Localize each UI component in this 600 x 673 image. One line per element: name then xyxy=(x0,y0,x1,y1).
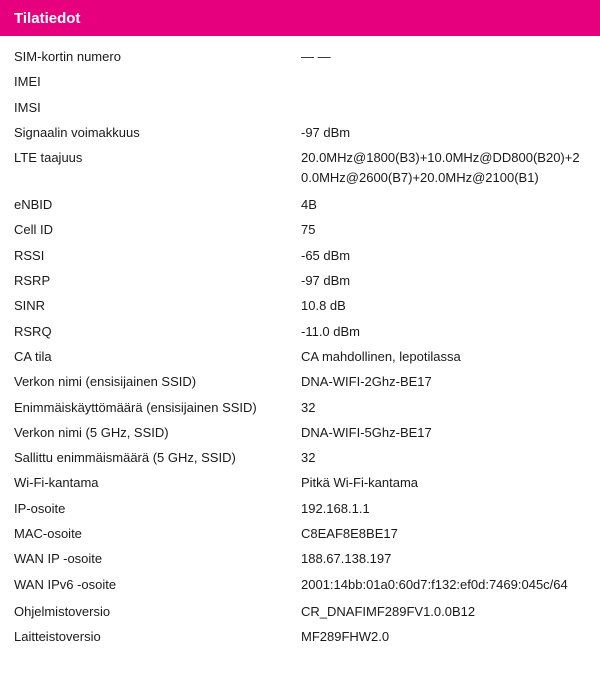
row-value: C8EAF8E8BE17 xyxy=(301,526,398,542)
row-value: 188.67.138.197 xyxy=(301,551,392,567)
row-wifi-range xyxy=(0,470,600,495)
row-software-version xyxy=(0,599,600,624)
row-value: Pitkä Wi-Fi-kantama xyxy=(301,475,419,491)
row-label: CA tila xyxy=(14,348,52,364)
row-value: -97 dBm xyxy=(301,124,351,140)
row-label: Wi-Fi-kantama xyxy=(14,475,99,491)
row-value: DNA-WIFI-2Ghz-BE17 xyxy=(301,374,432,390)
row-value: -97 dBm xyxy=(301,273,351,289)
row-label: RSRQ xyxy=(14,323,52,339)
row-value: 32 xyxy=(301,450,316,466)
row-sinr xyxy=(0,293,600,318)
row-value: -65 dBm xyxy=(301,247,351,263)
row-label: IMSI xyxy=(14,99,41,115)
row-ip-address xyxy=(0,496,600,521)
row-label: Cell ID xyxy=(14,222,54,238)
row-label: Verkon nimi (5 GHz, SSID) xyxy=(14,424,169,440)
row-max-users-primary xyxy=(0,395,600,420)
row-label: SINR xyxy=(14,298,46,314)
row-value: 75 xyxy=(301,222,316,238)
row-value: 32 xyxy=(301,399,316,415)
panel-title: Tilatiedot xyxy=(14,9,81,27)
row-mac-address xyxy=(0,521,600,546)
row-sim-number xyxy=(0,44,600,69)
row-value: 4B xyxy=(301,197,317,213)
row-label: Laitteistoversio xyxy=(14,628,101,644)
row-label: IP-osoite xyxy=(14,500,66,516)
row-value: 20.0MHz@1800(B3)+10.0MHz@DD800(B20)+20.0MHz@2600(B7)+20.0MHz@2100(B1) xyxy=(301,150,580,186)
row-label: MAC-osoite xyxy=(14,526,82,542)
row-hardware-version xyxy=(0,624,600,649)
row-label: WAN IP -osoite xyxy=(14,551,103,567)
row-label: Enimmäiskäyttömäärä (ensisijainen SSID) xyxy=(14,399,257,415)
row-value: CA mahdollinen, lepotilassa xyxy=(301,348,461,364)
row-label: Verkon nimi (ensisijainen SSID) xyxy=(14,374,197,390)
row-ssid-primary xyxy=(0,369,600,394)
status-list xyxy=(0,36,600,649)
row-lte-frequency xyxy=(0,145,600,192)
row-value: 10.8 dB xyxy=(301,298,346,314)
row-enbid xyxy=(0,192,600,217)
row-wan-ipv6 xyxy=(0,572,600,599)
row-ssid-5ghz xyxy=(0,420,600,445)
row-rsrq xyxy=(0,319,600,344)
row-label: eNBID xyxy=(14,197,53,213)
row-rssi xyxy=(0,243,600,268)
row-rsrp xyxy=(0,268,600,293)
row-value: 2001:14bb:01a0:60d7:f132:ef0d:7469:045c/64 xyxy=(301,576,568,592)
row-value: DNA-WIFI-5Ghz-BE17 xyxy=(301,424,432,440)
row-value: -11.0 dBm xyxy=(301,323,361,339)
panel-header xyxy=(0,0,600,36)
row-label: Ohjelmistoversio xyxy=(14,603,111,619)
row-label: Signaalin voimakkuus xyxy=(14,124,140,140)
row-value: 192.168.1.1 xyxy=(301,500,370,516)
row-label: RSSI xyxy=(14,247,45,263)
row-label: LTE taajuus xyxy=(14,150,83,166)
row-label: SIM-kortin numero xyxy=(14,49,121,64)
row-label: RSRP xyxy=(14,273,51,289)
row-value: — — xyxy=(301,49,331,64)
row-label: IMEI xyxy=(14,74,41,90)
row-label: WAN IPv6 -osoite xyxy=(14,576,117,592)
row-cell-id xyxy=(0,217,600,242)
row-ca-status xyxy=(0,344,600,369)
row-value: CR_DNAFIMF289FV1.0.0B12 xyxy=(301,603,476,619)
row-value: MF289FHW2.0 xyxy=(301,628,390,644)
row-imsi xyxy=(0,95,600,120)
row-imei xyxy=(0,69,600,94)
row-label: Sallittu enimmäismäärä (5 GHz, SSID) xyxy=(14,450,236,466)
row-wan-ip xyxy=(0,546,600,571)
row-signal-strength xyxy=(0,120,600,145)
row-max-users-5ghz xyxy=(0,445,600,470)
